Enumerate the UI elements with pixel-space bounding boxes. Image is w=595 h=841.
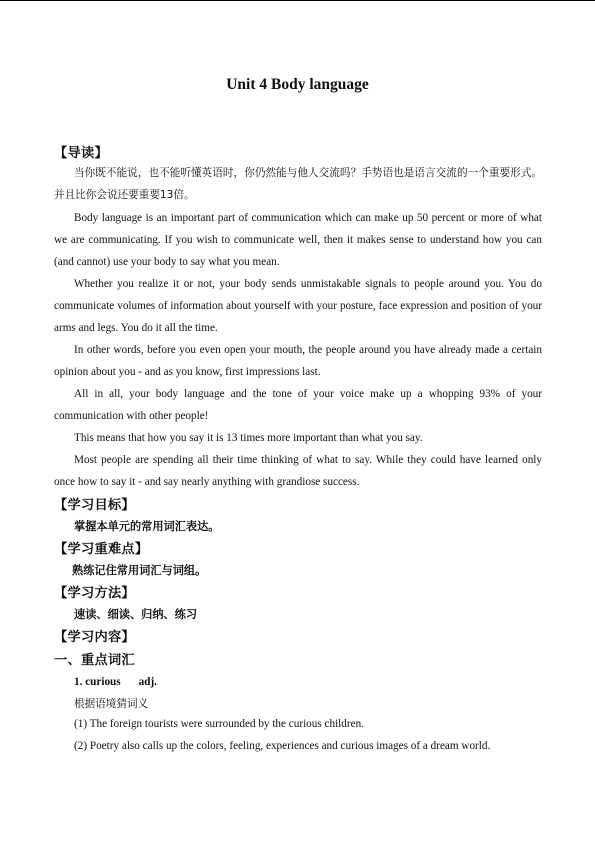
page-title: Unit 4 Body language (226, 76, 369, 93)
vocab-example-2: (2) Poetry also calls up the colors, feeling, experiences and curious images of a dream world. (74, 740, 491, 752)
section-heading-goals: 【学习目标】 (54, 498, 135, 513)
vocab-instruction: 根据语境猜词义 (74, 698, 149, 710)
vocab-word-pos: adj. (138, 676, 157, 688)
guide-paragraph-6: This means that how you say it is 13 times more important than what you say. (74, 432, 423, 444)
difficulties-text: 熟练记住常用词汇与词组。 (72, 564, 207, 577)
guide-paragraph-5: All in all, your body language and the tone of your voice make up a whopping 93% of your communication with other people! (54, 388, 542, 422)
vocab-example-1: (1) The foreign tourists were surrounded by the curious children. (74, 718, 364, 730)
section-heading-content: 【学习内容】 (54, 630, 135, 645)
guide-paragraph-7: Most people are spending all their time thinking of what to say. While they could have learned only once how to say it - and say nearly anything with grandiose success. (54, 454, 542, 488)
section-heading-methods: 【学习方法】 (54, 586, 135, 601)
methods-text: 速读、细读、归纳、练习 (74, 608, 198, 621)
guide-paragraph-3: Whether you realize it or not, your body sends unmistakable signals to people around you. You do communicate volumes of information about yourself with your posture, face expression and position of your arms and legs. You do it all the time. (54, 278, 542, 334)
vocab-word (74, 676, 157, 688)
goals-text: 掌握本单元的常用词汇表达。 (74, 520, 220, 533)
guide-paragraph-4: In other words, before you even open your mouth, the people around you have already made a certain opinion about you - and as you know, first impressions last. (54, 344, 542, 378)
vocab-word-term: 1. curious (74, 676, 121, 688)
guide-paragraph-2: Body language is an important part of communication which can make up 50 percent or more of what we are communicating. If you wish to communicate well, then it makes sense to understand how you can (and cannot) use your body to say what you mean. (54, 212, 542, 268)
section-heading-guide: 【导读】 (54, 146, 108, 161)
guide-paragraph-1: 当你既不能说，也不能听懂英语时，你仍然能与他人交流吗？手势语也是语言交流的一个重要形式。并且比你会说还要重要13倍。 (54, 167, 542, 201)
page-top-border (0, 0, 595, 1)
section-heading-vocab: 一、重点词汇 (54, 653, 135, 668)
section-heading-difficulties: 【学习重难点】 (54, 542, 149, 557)
